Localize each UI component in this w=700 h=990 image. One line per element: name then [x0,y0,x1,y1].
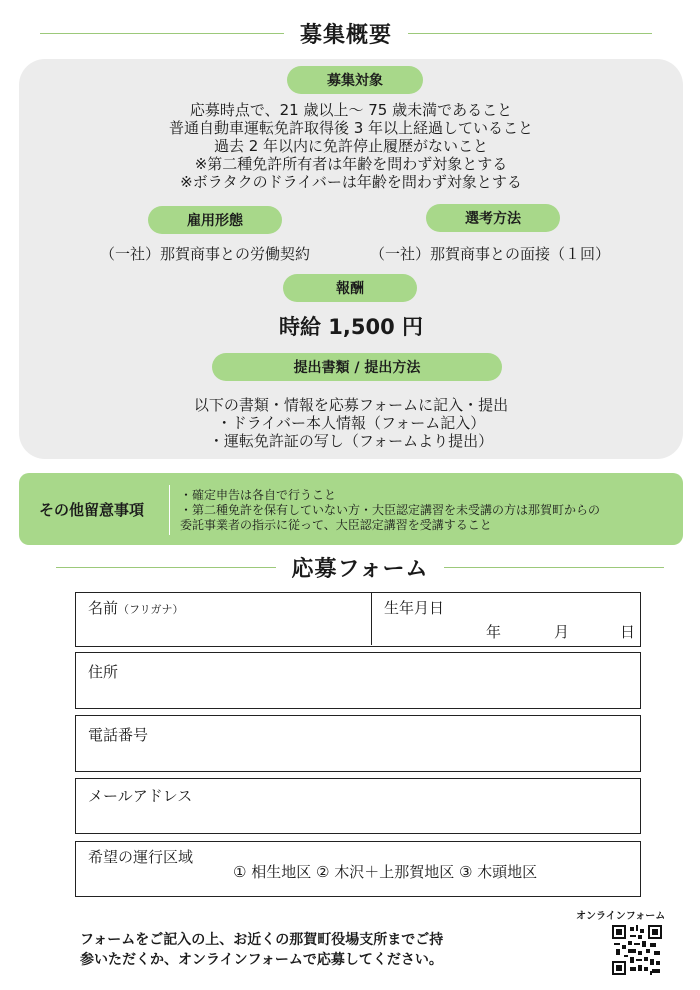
documents-line: 以下の書類・情報を応募フォームに記入・提出 [193,396,509,414]
name-label [88,597,183,618]
name-birth-row [75,592,641,647]
selection-label: 選考方法 [465,211,521,227]
selection-text: （一社）那賀商事との面接（１回） [370,245,611,263]
documents-line: ・ドライバー本人情報（フォーム記入） [216,414,486,432]
divider-right [444,567,664,568]
employment-text: （一社）那賀商事との労働契約 [100,245,311,263]
address-label: 住所 [88,663,119,681]
target-line: 普通自動車運転免許取得後 3 年以上経過していること [168,119,534,137]
name-label-text: 名前 [88,599,119,617]
pay-text: 時給 1,500 円 [278,315,424,339]
area-options: ① 相生地区 ② 木沢＋上那賀地区 ③ 木頭地区 [233,863,538,881]
notes-line: ・第二種免許を保有していない方・大臣認定講習を未受講の方は那賀町からの [180,503,601,517]
target-pill [287,66,423,94]
documents-label: 提出書類 / 提出方法 [293,360,421,376]
day-label: 日 [620,623,636,641]
employment-label: 雇用形態 [187,213,243,229]
target-line: 過去 2 年以内に免許停止履歴がないこと [213,137,489,155]
form-title: 応募フォーム [291,557,429,582]
notes-box [19,473,683,545]
name-field[interactable] [76,593,372,645]
email-label: メールアドレス [88,787,193,805]
area-field[interactable] [75,841,641,897]
target-line: ※第二種免許所有者は年齢を問わず対象とする [194,155,508,173]
instruction-line: フォームをご記入の上、お近くの那賀町役場支所までご持 [80,932,444,948]
pay-pill [283,274,417,302]
furigana-label: （フリガナ） [118,603,184,616]
footer-instructions [80,930,443,970]
documents-line: ・運転免許証の写し（フォームより提出） [208,432,494,450]
notes-line: 委託事業者の指示に従って、大臣認定講習を受講すること [180,518,492,532]
year-label: 年 [486,623,502,641]
pay-label: 報酬 [336,281,364,297]
notes-title: その他留意事項 [39,501,145,519]
divider-left [40,33,284,34]
form-heading [0,552,700,583]
divider-left [56,567,276,568]
target-list [19,101,683,191]
online-form-label: オンラインフォーム [576,911,666,922]
notes-line: ・確定申告は各自で行うこと [180,488,337,502]
month-label: 月 [554,623,570,641]
qr-code-icon[interactable] [612,925,662,975]
phone-field[interactable] [75,715,641,772]
target-line: 応募時点で、21 歳以上～ 75 歳未満であること [189,101,513,119]
documents-list [19,396,683,450]
employment-pill [148,206,282,234]
divider-right [408,33,652,34]
target-label: 募集対象 [327,73,383,89]
selection-pill [426,204,560,232]
instruction-line: 参いただくか、オンラインフォームで応募してください。 [80,952,443,968]
email-field[interactable] [75,778,641,834]
recruitment-heading [0,18,700,49]
address-field[interactable] [75,652,641,709]
documents-pill [212,353,502,381]
birth-label: 生年月日 [384,599,445,617]
phone-label: 電話番号 [88,726,149,744]
recruitment-title: 募集概要 [300,23,393,48]
target-line: ※ボラタクのドライバーは年齢を問わず対象とする [180,173,522,191]
notes-separator [169,485,170,535]
area-label: 希望の運行区域 [88,848,194,866]
notes-list [180,488,600,533]
